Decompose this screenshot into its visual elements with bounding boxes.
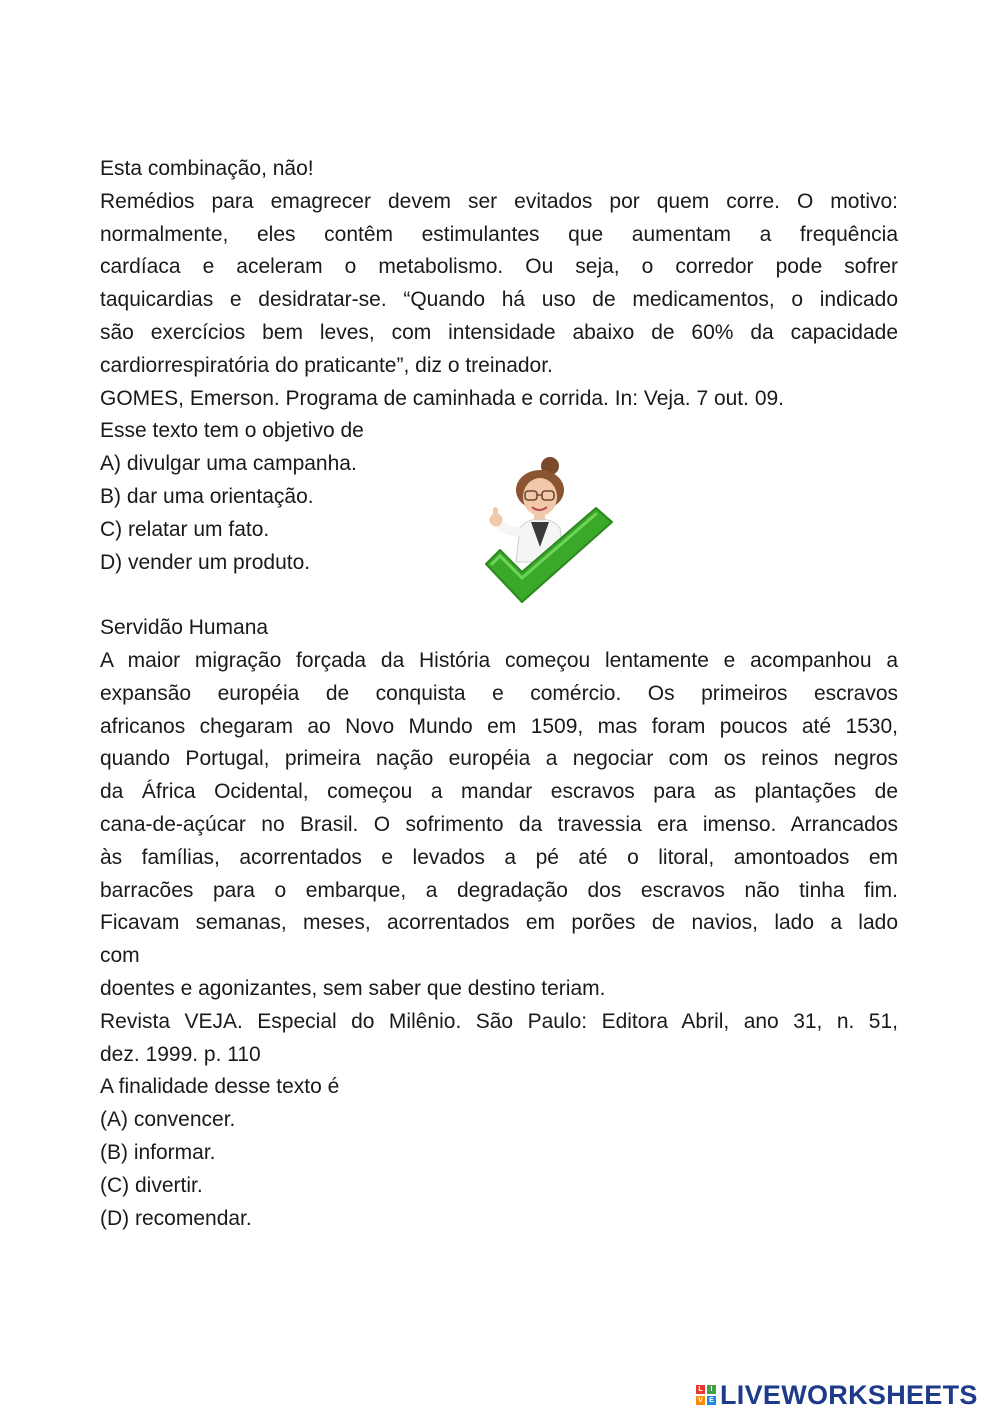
q2-passage-line: Ficavam semanas, meses, acorrentados em porões de navios, lado a lado (100, 911, 898, 935)
teacher-check-sticker (478, 452, 618, 612)
q2-passage-line: expansão européia de conquista e comércio. Os primeiros escravos (100, 681, 898, 705)
q1-option-d[interactable]: D) vender um produto. (100, 550, 311, 574)
q2-passage-line: cana-de-açúcar no Brasil. O sofrimento da travessia era imenso. Arrancados (100, 812, 898, 836)
worksheet-page (100, 153, 898, 1235)
q2-passage-line: A maior migração forçada da História começou lentamente e acompanhou a (100, 648, 898, 672)
q1-option-b[interactable]: B) dar uma orientação. (100, 484, 314, 508)
q2-passage-line: com (100, 944, 140, 968)
q2-passage-line: quando Portugal, primeira nação européia a negociar com os reinos negros (100, 747, 898, 771)
q2-passage-line: barracões para o embarque, a degradação dos escravos não tinha fim. (100, 878, 898, 902)
q1-option-c[interactable]: C) relatar um fato. (100, 517, 270, 541)
teacher-avatar-icon (478, 452, 618, 612)
liveworksheets-mark-icon: L I V E (696, 1385, 716, 1405)
q2-question: A finalidade desse texto é (100, 1075, 340, 1099)
q1-passage-line: Remédios para emagrecer devem ser evitados por quem corre. O motivo: (100, 189, 898, 213)
liveworksheets-wordmark: LIVEWORKSHEETS (720, 1379, 978, 1410)
q1-question: Esse texto tem o objetivo de (100, 419, 364, 443)
q1-passage-line: são exercícios bem leves, com intensidade abaixo de 60% da capacidade (100, 320, 898, 344)
q1-passage-line: cardíaca e aceleram o metabolismo. Ou seja, o corredor pode sofrer (100, 255, 898, 279)
q1-option-a[interactable]: A) divulgar uma campanha. (100, 452, 357, 476)
q2-option-d[interactable]: (D) recomendar. (100, 1206, 252, 1230)
q2-title: Servidão Humana (100, 616, 269, 640)
q2-passage-line: às famílias, acorrentados e levados a pé até o litoral, amontoados em (100, 845, 898, 869)
q2-option-a[interactable]: (A) convencer. (100, 1108, 236, 1132)
q1-passage-line: cardiorrespiratória do praticante”, diz o treinador. (100, 353, 553, 377)
q1-passage-line: taquicardias e desidratar-se. “Quando há uso de medicamentos, o indicado (100, 288, 898, 312)
q1-passage-line: normalmente, eles contêm estimulantes que aumentam a frequência (100, 222, 898, 246)
q2-source: Revista VEJA. Especial do Milênio. São Paulo: Editora Abril, ano 31, n. 51, (100, 1009, 898, 1033)
q2-source: dez. 1999. p. 110 (100, 1042, 261, 1066)
q2-passage-line: doentes e agonizantes, sem saber que destino teriam. (100, 976, 606, 1000)
q1-source: GOMES, Emerson. Programa de caminhada e corrida. In: Veja. 7 out. 09. (100, 386, 785, 410)
q2-passage-line: africanos chegaram ao Novo Mundo em 1509, mas foram poucos até 1530, (100, 714, 898, 738)
q2-option-c[interactable]: (C) divertir. (100, 1173, 203, 1197)
q1-title: Esta combinação, não! (100, 157, 314, 180)
q2-option-b[interactable]: (B) informar. (100, 1140, 216, 1164)
liveworksheets-logo (696, 1378, 978, 1412)
q2-passage-line: da África Ocidental, começou a mandar escravos para as plantações de (100, 780, 898, 804)
